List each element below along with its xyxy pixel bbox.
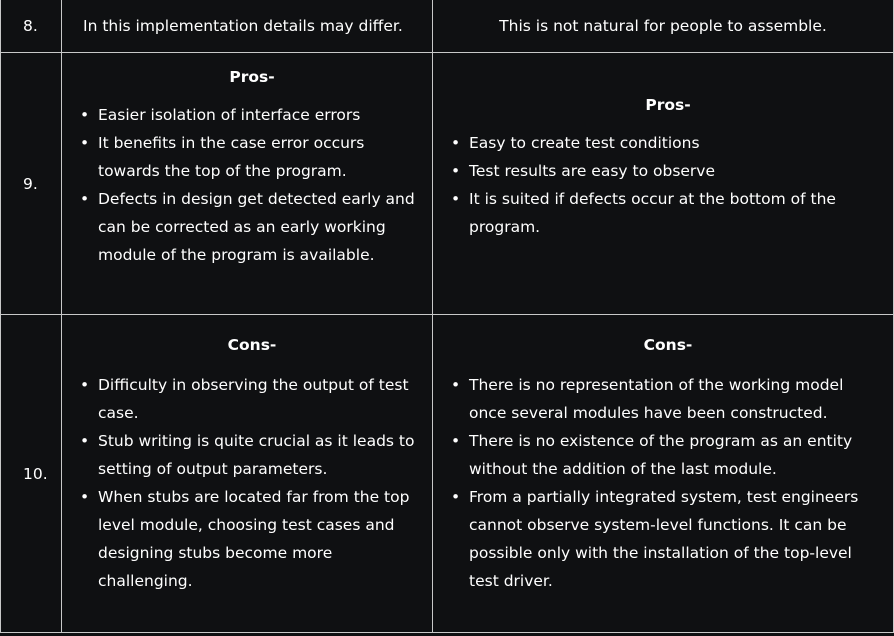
row-number: 8.	[1, 0, 62, 53]
row-number: 9.	[1, 53, 62, 315]
top-down-cell: In this implementation details may differ.	[62, 0, 433, 53]
pros-heading: Pros-	[645, 96, 691, 114]
list-item: • Easier isolation of interface errors	[80, 101, 424, 129]
list-item: • Defects in design get detected early and can be corrected as an early working module of the program is available.	[80, 185, 424, 269]
table-row	[1, 0, 894, 53]
cons-heading: Cons-	[643, 336, 693, 354]
list-item: • There is no existence of the program as an entity without the addition of the last module.	[451, 427, 885, 483]
list-item: • There is no representation of the working model once several modules have been constructed.	[451, 371, 885, 427]
cons-list	[80, 371, 424, 595]
top-down-cell	[62, 53, 433, 315]
table-row	[1, 315, 894, 633]
bottom-up-cell	[433, 315, 894, 633]
list-item: • It is suited if defects occur at the bottom of the program.	[451, 185, 885, 241]
cons-heading: Cons-	[227, 336, 277, 354]
cons-list	[451, 371, 885, 595]
bottom-up-cell	[433, 53, 894, 315]
list-item: • When stubs are located far from the top level module, choosing test cases and designing stubs become more challenging.	[80, 483, 424, 595]
list-item: • Difficulty in observing the output of test case.	[80, 371, 424, 427]
list-item: • Test results are easy to observe	[451, 157, 885, 185]
list-item: • Stub writing is quite crucial as it leads to setting of output parameters.	[80, 427, 424, 483]
pros-heading: Pros-	[229, 68, 275, 86]
bottom-up-cell: This is not natural for people to assemble.	[433, 0, 894, 53]
list-item: • It benefits in the case error occurs towards the top of the program.	[80, 129, 424, 185]
table-row	[1, 53, 894, 315]
pros-list	[80, 101, 424, 269]
list-item: • From a partially integrated system, test engineers cannot observe system-level functions. It can be possible only with the installation of the top-level test driver.	[451, 483, 885, 595]
pros-list	[451, 129, 885, 241]
list-item: • Easy to create test conditions	[451, 129, 885, 157]
top-down-cell	[62, 315, 433, 633]
row-number: 10.	[1, 315, 62, 633]
